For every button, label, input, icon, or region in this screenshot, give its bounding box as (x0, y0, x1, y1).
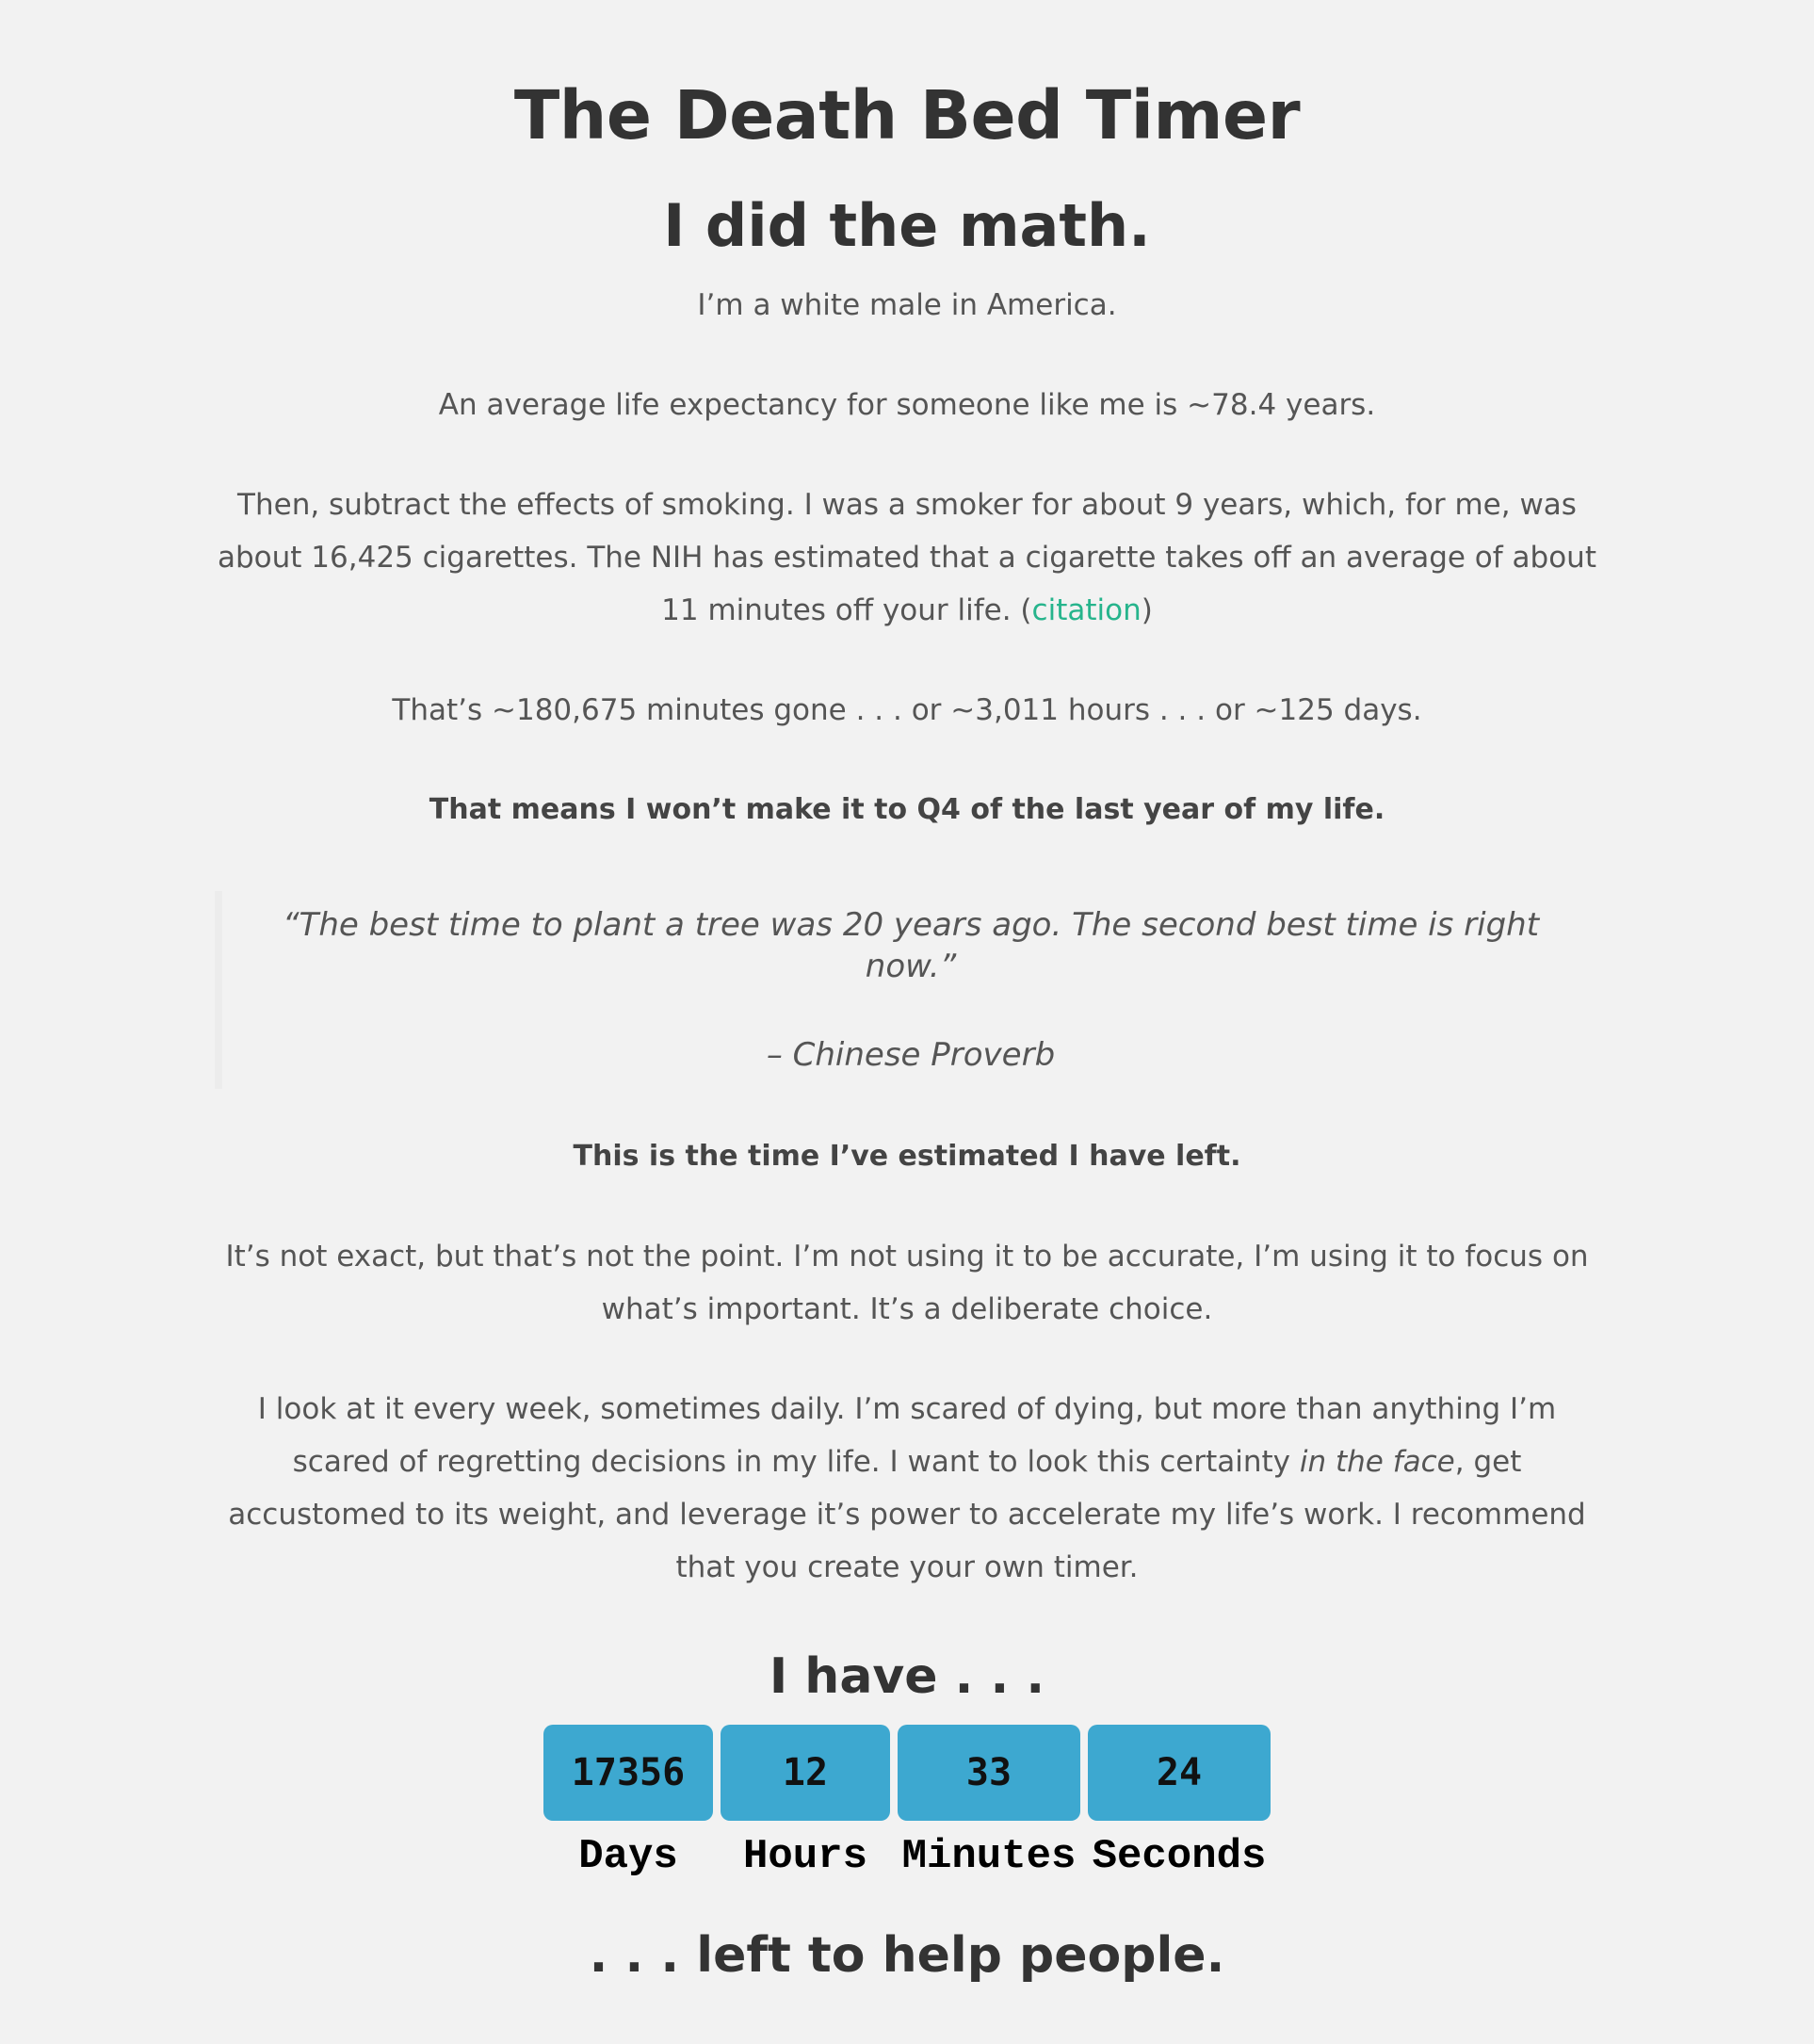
minutes-gone-paragraph: That’s ~180,675 minutes gone . . . or ~3,011 hours . . . or ~125 days. (392, 693, 1422, 728)
life-expectancy-paragraph: An average life expectancy for someone like me is ~78.4 years. (438, 388, 1376, 423)
page-container (215, 0, 1599, 1983)
time-left-statement: This is the time I’ve estimated I have left. (573, 1140, 1241, 1174)
smoking-paragraph (215, 479, 1599, 637)
days-value: 17356 (543, 1725, 713, 1821)
seconds-label: Seconds (1092, 1833, 1267, 1881)
not-exact-paragraph: It’s not exact, but that’s not the point. I’m not using it to be accurate, I’m using it to focus on what’s important. It’s a deliberate choice. (225, 1240, 1589, 1327)
timer-seconds (1088, 1725, 1271, 1879)
minutes-label: Minutes (901, 1833, 1077, 1881)
hours-value: 12 (721, 1725, 890, 1821)
seconds-value: 24 (1088, 1725, 1271, 1821)
weekly-text-b: , get accustomed to its weight, and leverage it’s power to accelerate my life’s work. I recommend that you create your own timer. (228, 1445, 1586, 1585)
timer-heading: I have . . . (769, 1648, 1045, 1706)
intro-paragraph: I’m a white male in America. (697, 288, 1117, 323)
timer-hours (721, 1725, 890, 1879)
page-subtitle: I did the math. (663, 191, 1151, 261)
weekly-text-a: I look at it every week, sometimes daily. I’m scared of dying, but more than anything I’m scared of regretting decisions in my life. I want to look this certainty (257, 1392, 1557, 1480)
smoking-close: ) (1141, 593, 1153, 628)
proverb-blockquote (215, 891, 1599, 1089)
countdown-timer (436, 1725, 1378, 1879)
proverb-author: – Chinese Proverb (766, 1036, 1056, 1075)
timer-days (543, 1725, 713, 1879)
days-label: Days (578, 1833, 678, 1881)
proverb-quote: “The best time to plant a tree was 20 years ago. The second best time is right now.” (282, 906, 1540, 986)
citation-link[interactable]: citation (1031, 593, 1142, 628)
timer-footer: . . . left to help people. (589, 1926, 1225, 1984)
weekly-paragraph (215, 1383, 1599, 1594)
minutes-value: 33 (898, 1725, 1080, 1821)
timer-minutes (898, 1725, 1080, 1879)
weekly-emphasis: in the face (1299, 1445, 1455, 1480)
q4-statement: That means I won’t make it to Q4 of the last year of my life. (429, 793, 1385, 827)
page-title: The Death Bed Timer (513, 76, 1301, 154)
hours-label: Hours (742, 1833, 868, 1881)
smoking-text: Then, subtract the effects of smoking. I was a smoker for about 9 years, which, for me, was about 16,425 cigarettes. The NIH has estimated that a cigarette takes off an average of about 11 minutes off your life. ( (218, 488, 1596, 628)
